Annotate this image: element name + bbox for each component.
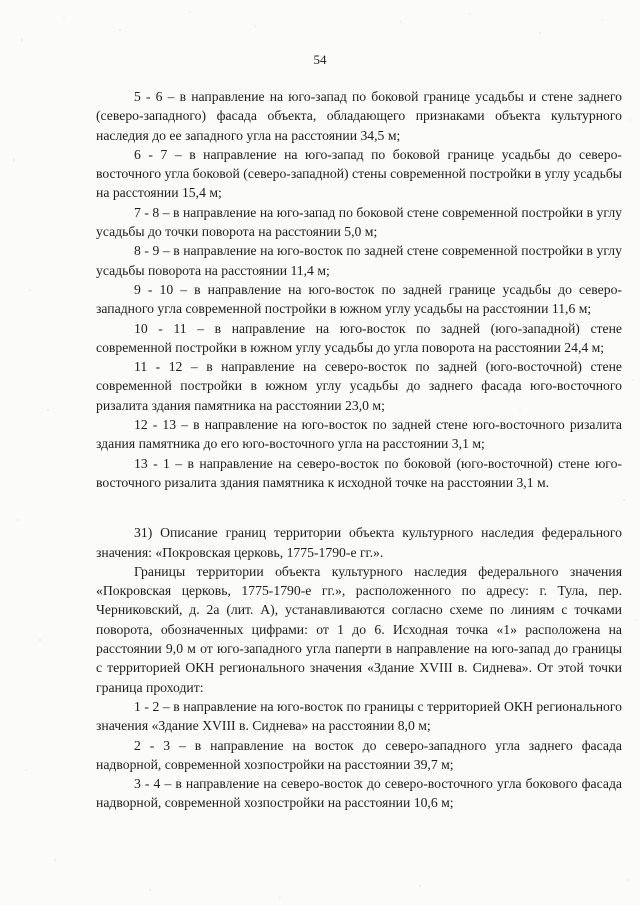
section-intro: Границы территории объекта культурного наследия федерального значения «Покровская церковь, 1775-1790-е гг.», расположенного по адресу: г. Тула, пер. Черниковский, д. 2а (лит. А), устанавливаются согласно схеме по линиям с точками поворота, обозначенных цифрами: от 1 до 6. Исходная точка «1» расположена на расстоянии 9,0 м от юго-западного угла паперти в направление на юго-запад до границы с территорией ОКН регионального значения «Здание XVIII в. Сиднева». От этой точки граница проходит:	[96, 563, 622, 695]
page-number: 54	[313, 52, 327, 67]
boundary-segment-10-11: 10 - 11 – в направление на юго-восток по задней (юго-западной) стене современной постройки в южном углу усадьбы до угла поворота на расстоянии 24,4 м;	[96, 320, 622, 355]
boundary-segment-9-10: 9 - 10 – в направление на юго-восток по задней границе усадьбы до северо-западного угла современной постройки в южном углу усадьбы на расстоянии 11,6 м;	[96, 281, 622, 317]
boundary-segment-8-9: 8 - 9 – в направление на юго-восток по задней стене современной постройки в углу усадьбы поворота на расстоянии 11,4 м;	[96, 243, 622, 278]
boundary-segment-11-12: 11 - 12 – в направление на северо-восток по задней (юго-восточной) стене современной постройки в южном углу усадьбы до заднего фасада юго-восточного ризалита здания памятника на расстоянии 23,0 м;	[96, 359, 622, 413]
boundary-segment-5-6: 5 - 6 – в направление на юго-запад по боковой границе усадьбы и стене заднего (северо-западного) фасада объекта, обладающего признаками объекта культурного наследия до ее западного угла на расстоянии 34,5 м;	[96, 89, 622, 143]
boundary-segment-3-4: 3 - 4 – в направление на северо-восток до северо-восточного угла бокового фасада надворной, современной хозпостройки на расстоянии 10,6 м;	[96, 776, 622, 811]
boundary-segment-2-3: 2 - 3 – в направление на восток до северо-западного угла заднего фасада надворной, современной хозпостройки на расстоянии 39,7 м;	[96, 737, 622, 772]
section-spacer	[96, 492, 622, 523]
document-body	[96, 87, 622, 813]
boundary-segment-7-8: 7 - 8 – в направление на юго-запад по боковой стене современной постройки в углу усадьбы до точки поворота на расстоянии 5,0 м;	[96, 204, 622, 240]
boundary-segment-13-1: 13 - 1 – в направление на северо-восток по боковой (юго-восточной) стене юго-восточного ризалита здания памятника к исходной точке на расстоянии 3,1 м.	[96, 455, 622, 490]
section-heading: 31) Описание границ территории объекта культурного наследия федерального значения: «Покровская церковь, 1775-1790-е гг.».	[96, 525, 622, 560]
boundary-segment-12-13: 12 - 13 – в направление на юго-восток по задней стене юго-восточного ризалита здания памятника до его юго-восточного угла на расстоянии 3,1 м;	[96, 417, 622, 452]
boundary-segment-1-2: 1 - 2 – в направление на юго-восток по границы с территорией ОКН регионального значения «Здание XVIII в. Сиднева» на расстоянии 8,0 м;	[96, 698, 622, 734]
boundary-segment-6-7: 6 - 7 – в направление на юго-запад по боковой границе усадьбы до северо-восточного угла боковой (северо-западной) стены современной постройки в углу усадьбы на расстоянии 15,4 м;	[96, 146, 622, 201]
